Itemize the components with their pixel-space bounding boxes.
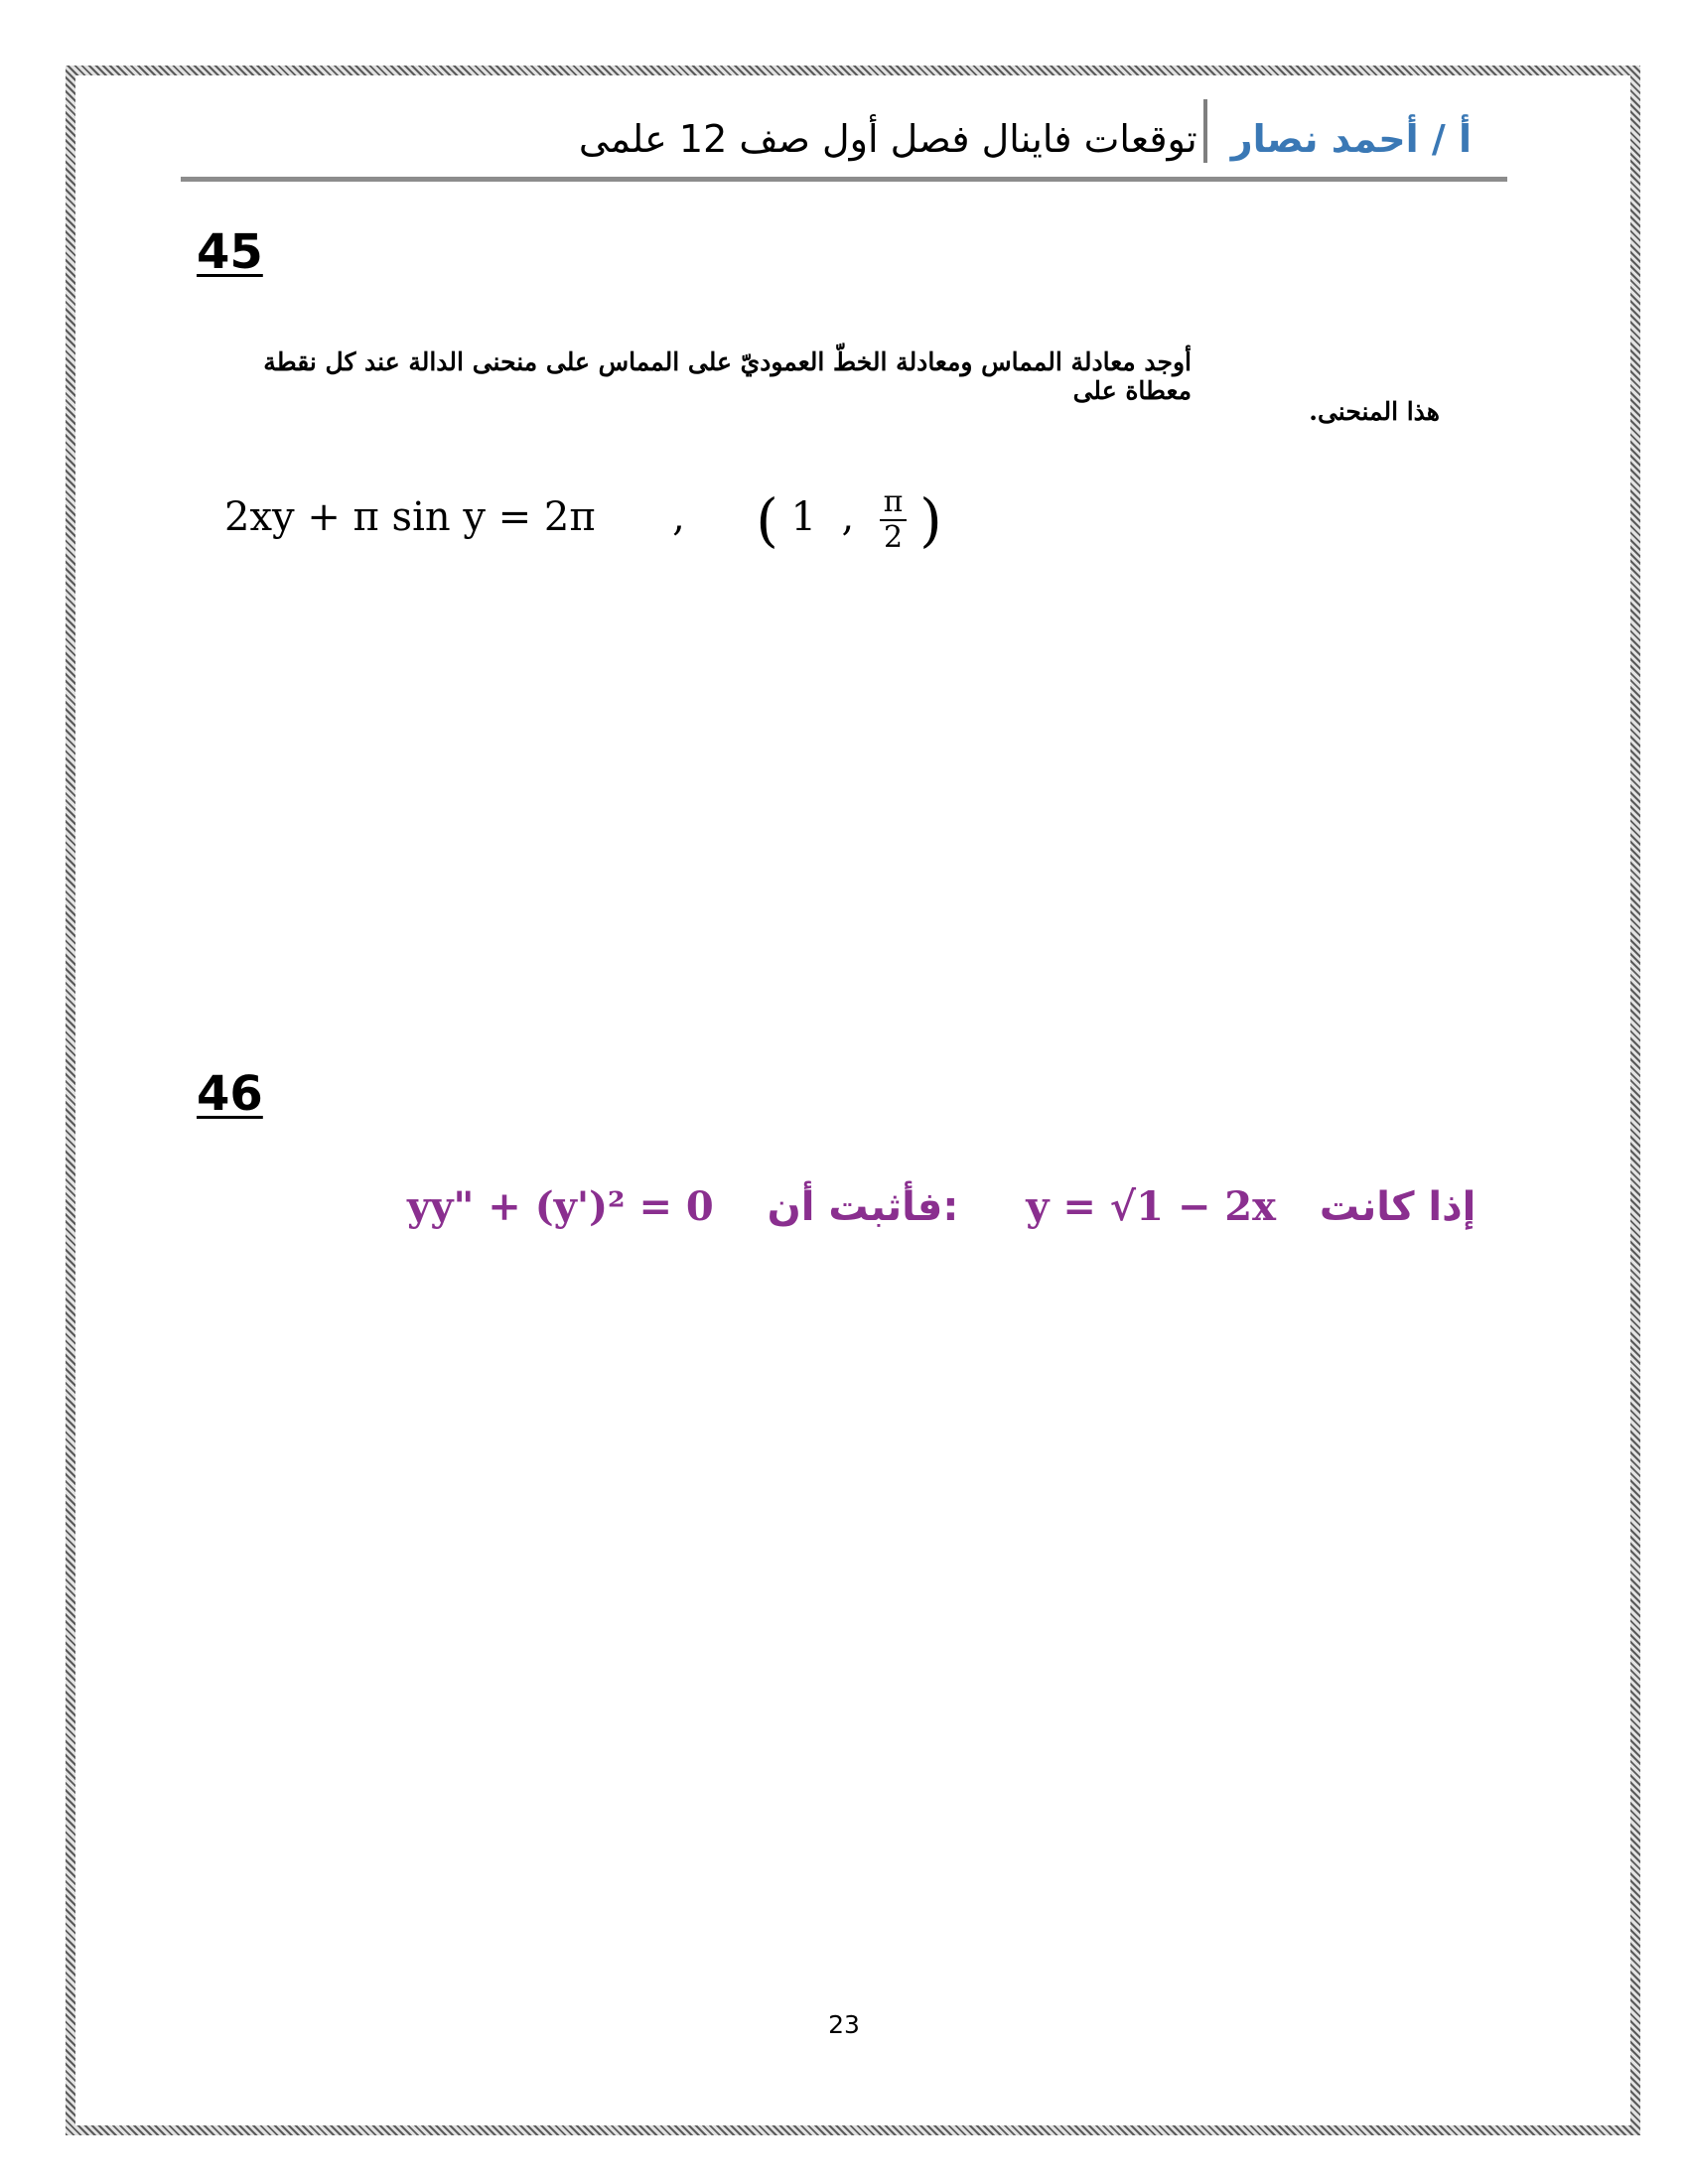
header-rule [181, 177, 1507, 182]
question-number-45: 45 [197, 224, 263, 280]
question-46-statement [407, 1183, 1477, 1253]
point-comma: , [828, 494, 867, 540]
given-expression: y = √1 − 2x [1026, 1183, 1276, 1230]
point-x: 1 [790, 494, 817, 540]
point-y-fraction [880, 484, 908, 555]
fraction-numerator: π [880, 487, 908, 521]
prove-expression: yy" + (y')² = 0 [407, 1183, 714, 1230]
given-label: إذا كانت [1319, 1184, 1477, 1230]
close-paren: ) [919, 486, 942, 554]
page-header [181, 99, 1507, 179]
question-45-equation [224, 486, 942, 554]
question-45-line2: هذا المنحنى. [1309, 397, 1440, 426]
question-number-46: 46 [197, 1066, 263, 1122]
equation-text: 2xy + π sin y = 2π [224, 494, 596, 540]
author-name: أ / أحمد نصار [1230, 117, 1472, 162]
question-45-line1: أوجد معادلة المماس ومعادلة الخطّ العموديّ على المماس على منحنى الدالة عند كل نقطة معطاة على [263, 347, 1192, 405]
fraction-denominator: 2 [883, 520, 904, 555]
prove-label: فأثبت أن: [767, 1184, 959, 1230]
document-title: توقعات فاينال فصل أول صف 12 علمى [578, 117, 1197, 162]
page-number: 23 [828, 2010, 860, 2039]
header-divider [1203, 99, 1207, 163]
comma: , [672, 494, 685, 540]
open-paren: ( [756, 486, 778, 554]
